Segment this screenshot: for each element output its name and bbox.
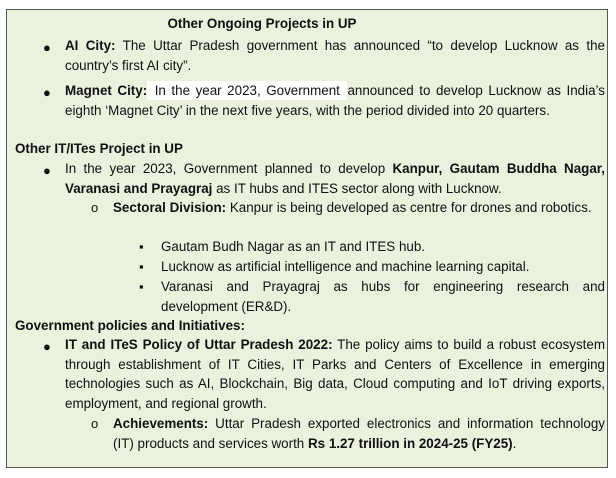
- list-item-it-policy: [65, 335, 605, 413]
- page-title: Other Ongoing Projects in UP: [167, 16, 357, 31]
- it-hubs-text-after: as IT hubs and ITES sector along with Lucknow.: [212, 180, 502, 196]
- magnet-city-label: Magnet City:: [65, 83, 148, 98]
- magnet-city-text: announced to develop Lucknow as India’s eighth ‘Magnet City’ in the next five years, with the period divided into 20 quarters.: [65, 83, 605, 118]
- square-marker: ▪: [139, 279, 144, 294]
- achievements-text: Uttar Pradesh exported electronics and information technology (IT) products and services worth: [113, 416, 605, 451]
- list-item-sectoral-division: [113, 198, 605, 218]
- circle-marker: o: [91, 416, 99, 431]
- it-hubs-text-before: In the year 2023, Government planned to develop: [65, 161, 393, 176]
- it-policy-label: IT and ITeS Policy of Uttar Pradesh 2022:: [65, 337, 333, 352]
- section-heading-policies: Government policies and Initiatives:: [15, 318, 245, 333]
- square-marker: ▪: [139, 259, 144, 274]
- bullet-marker: ●: [43, 339, 51, 354]
- highlighted-text: In the year 2023, Government: [149, 83, 346, 98]
- bullet-marker: ●: [43, 40, 51, 55]
- list-item-lucknow-ai: Lucknow as artificial intelligence and machine learning capital.: [161, 259, 530, 274]
- content-box: [6, 9, 608, 468]
- ai-city-text: The Uttar Pradesh government has announced “to develop Lucknow as the country’s first AI city”.: [65, 38, 605, 73]
- achievements-value: Rs 1.27 trillion in 2024-25 (FY25): [307, 435, 513, 451]
- section-heading-it-ites: Other IT/ITes Project in UP: [15, 141, 183, 156]
- circle-marker: o: [91, 200, 99, 215]
- list-item-it-hubs: [65, 159, 605, 198]
- list-item-gautam-budh-nagar: Gautam Budh Nagar as an IT and ITES hub.: [161, 239, 426, 254]
- it-hubs-cities: Kanpur, Gautam Buddha Nagar, Varanasi and Prayagraj: [65, 161, 605, 196]
- list-item-varanasi-prayagraj: Varanasi and Prayagraj as hubs for engineering research and development (ER&D).: [161, 279, 605, 314]
- sectoral-division-label: Sectoral Division:: [113, 200, 227, 215]
- ai-city-label: AI City:: [65, 38, 116, 53]
- list-item-ai-city: [65, 36, 605, 75]
- achievements-label: Achievements:: [113, 416, 209, 431]
- bullet-marker: ●: [43, 85, 51, 100]
- list-item-achievements: [113, 414, 605, 453]
- sectoral-division-text: Kanpur is being developed as centre for drones and robotics.: [226, 200, 592, 215]
- bullet-marker: ●: [43, 163, 51, 178]
- square-marker: ▪: [139, 239, 144, 254]
- it-policy-text: The policy aims to build a robust ecosystem through establishment of IT Cities, IT Parks and Centers of Excellence in emerging technologies such as AI, Blockchain, Big data, Cloud computing and IoT driving exports, employment, and regional growth.: [65, 337, 605, 411]
- achievements-end: .: [512, 435, 517, 451]
- list-item-magnet-city: [65, 81, 605, 120]
